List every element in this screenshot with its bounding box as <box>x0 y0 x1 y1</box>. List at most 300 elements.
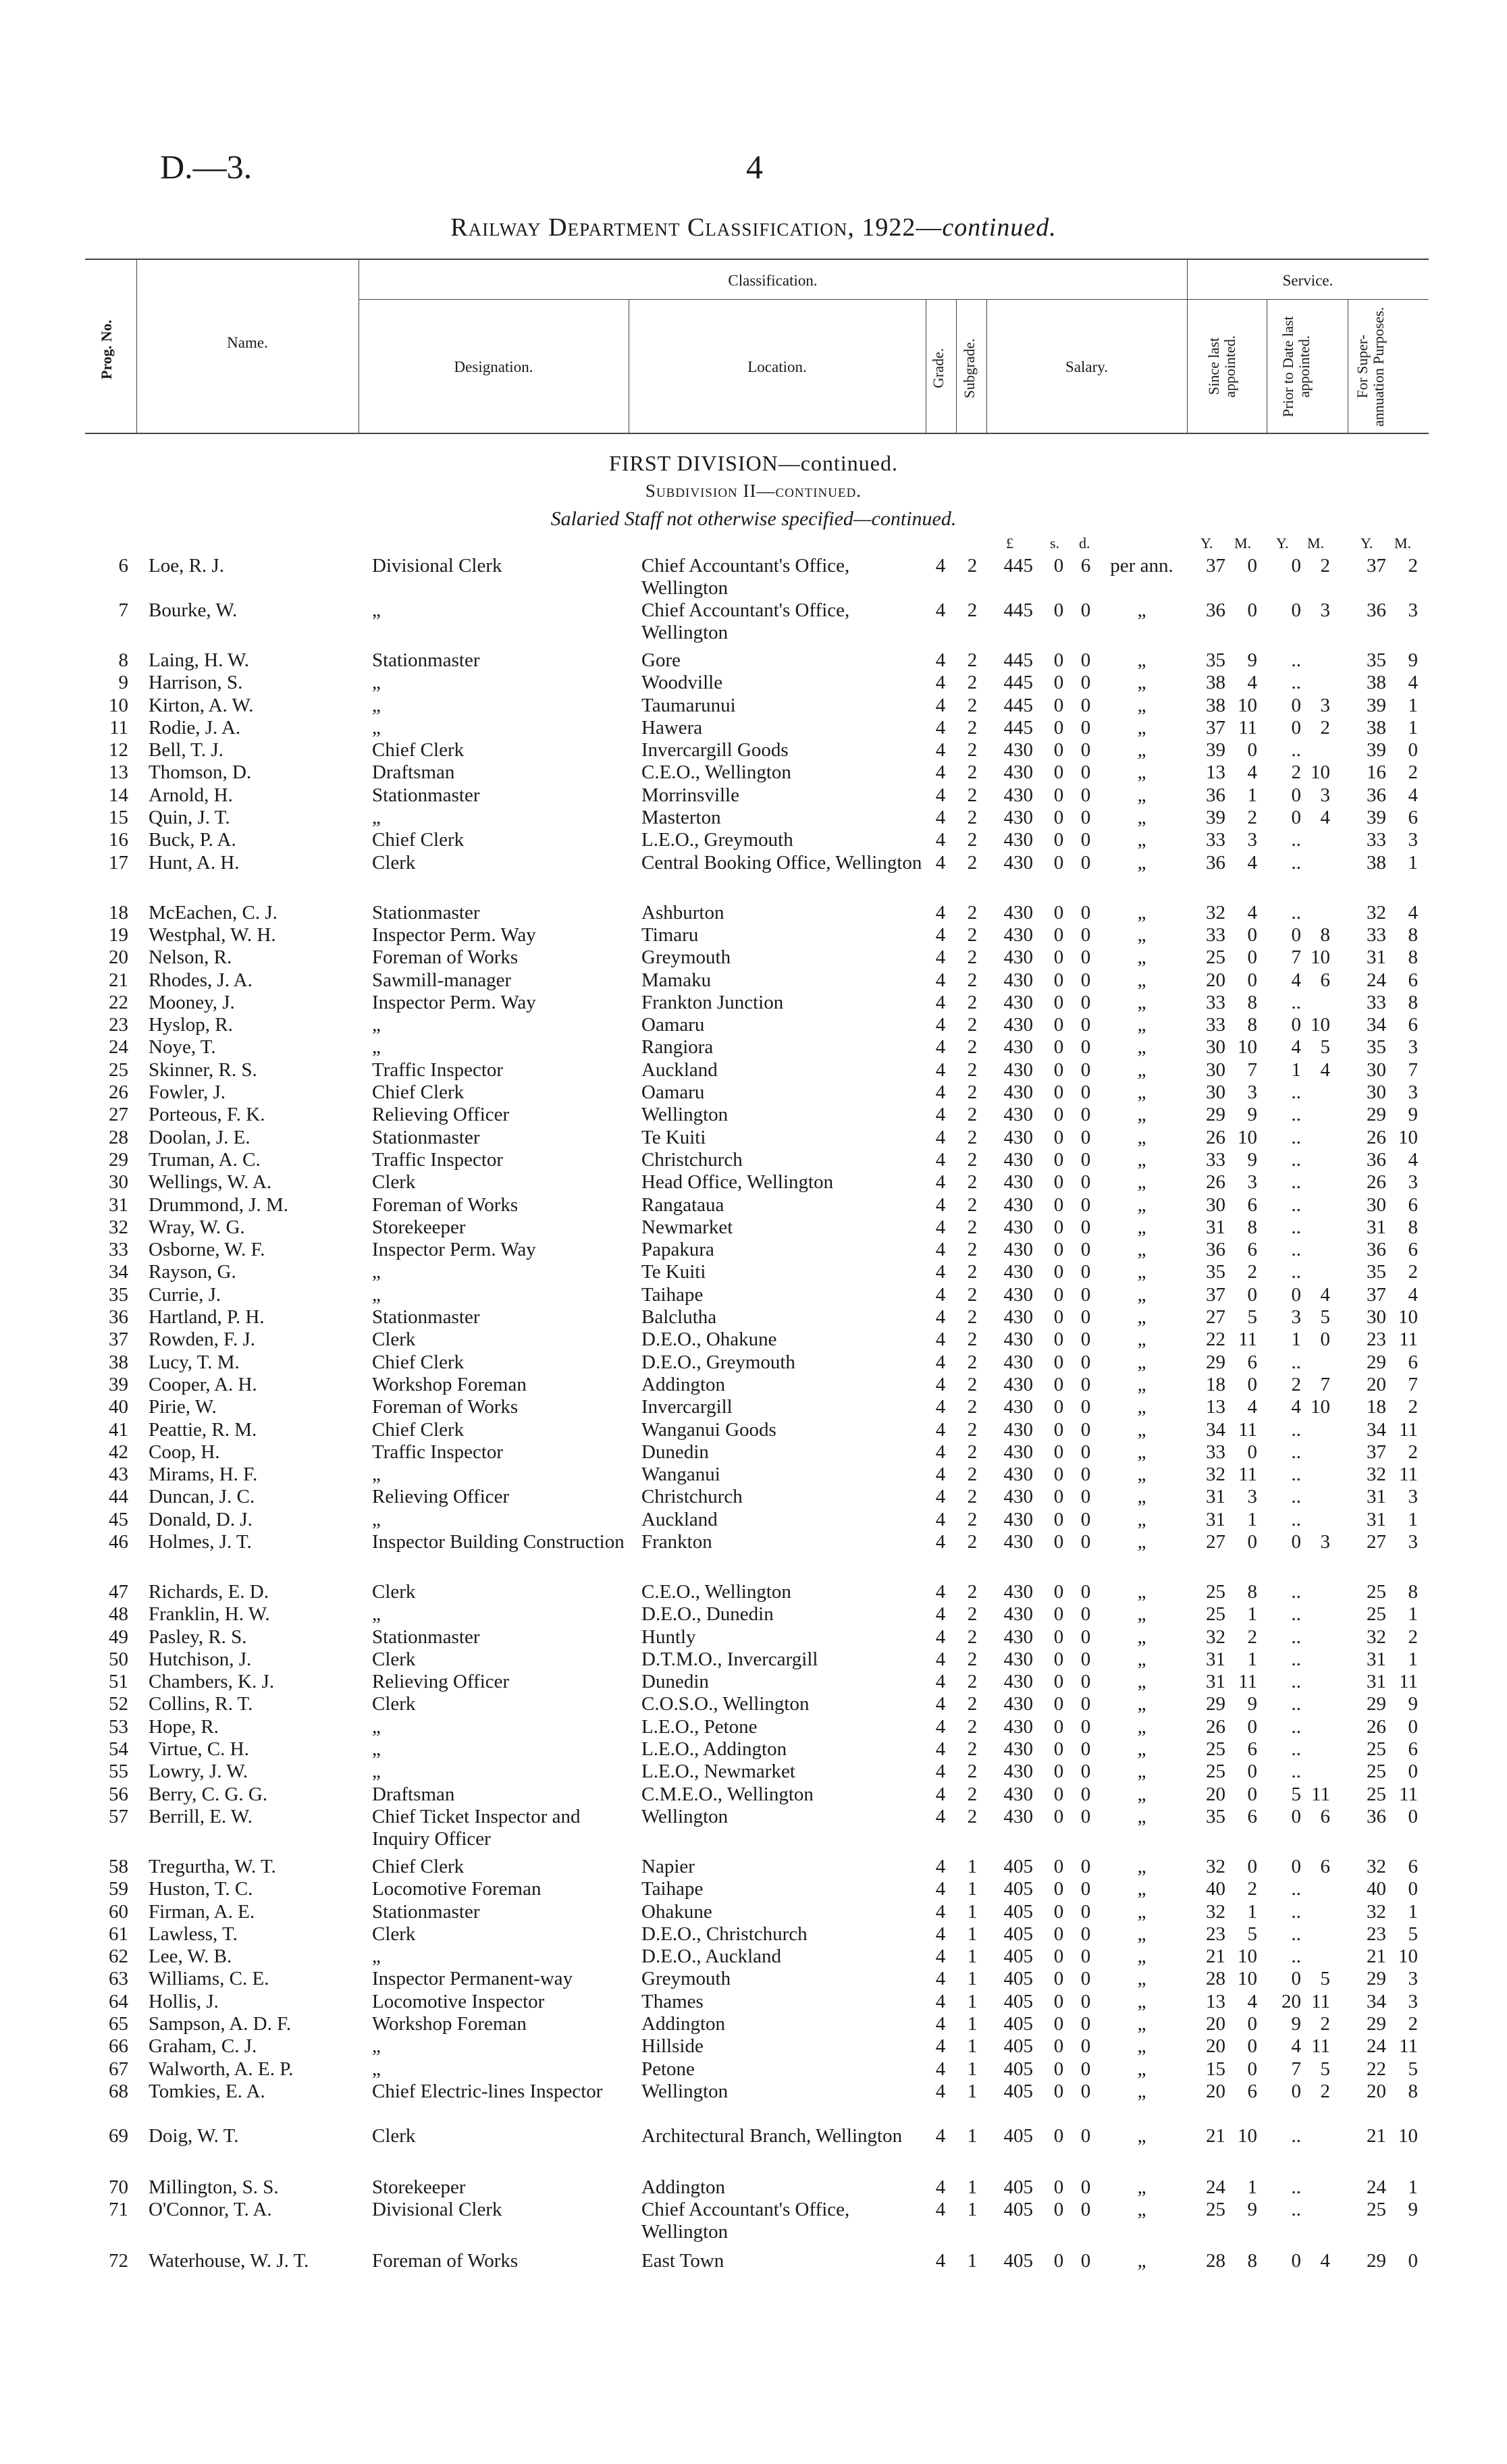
cell-prior-years: .. <box>1291 672 1301 694</box>
cell-subgrade: 2 <box>967 1671 978 1693</box>
cell-salary-pounds: 430 <box>1003 1761 1033 1783</box>
cell-prog-no: 20 <box>109 946 128 969</box>
cell-salary-pounds: 430 <box>1003 1580 1033 1603</box>
cell-location: Head Office, Wellington <box>641 1171 834 1194</box>
cell-prog-no: 15 <box>109 807 128 829</box>
cell-salary-shillings: 0 <box>1053 2080 1064 2102</box>
cell-name: Williams, C. E. <box>149 1968 269 1990</box>
cell-since-last-years: 18 <box>1206 1373 1225 1395</box>
cell-grade: 4 <box>935 1968 946 1990</box>
cell-salary-shillings: 0 <box>1053 1508 1064 1530</box>
cell-subgrade: 2 <box>967 1216 978 1238</box>
cell-designation: Clerk <box>372 851 416 874</box>
cell-since-last-years: 25 <box>1206 1738 1225 1761</box>
cell-salary-pounds: 430 <box>1003 1351 1033 1373</box>
cell-name: Rowden, F. J. <box>149 1329 255 1351</box>
cell-name: Cooper, A. H. <box>149 1373 257 1395</box>
cell-salary-shillings: 0 <box>1053 1104 1064 1126</box>
cell-salary-shillings: 0 <box>1053 1418 1064 1441</box>
cell-name: Duncan, J. C. <box>149 1486 255 1508</box>
cell-prog-no: 19 <box>109 923 128 946</box>
cell-subgrade: 2 <box>967 1715 978 1738</box>
cell-prior-years: .. <box>1291 1715 1301 1738</box>
cell-super-months: 3 <box>1408 1171 1418 1194</box>
cell-name: Doig, W. T. <box>149 2124 239 2147</box>
cell-super-years: 32 <box>1367 1900 1386 1923</box>
cell-salary-period: „ <box>1137 1329 1146 1351</box>
cell-salary-shillings: 0 <box>1053 2250 1064 2272</box>
cell-location: Dunedin <box>641 1671 709 1693</box>
cell-prior-years: .. <box>1291 1626 1301 1648</box>
cell-since-last-months: 9 <box>1247 2199 1257 2221</box>
cell-salary-pence: 0 <box>1080 1923 1091 1945</box>
cell-salary-period: „ <box>1137 1486 1146 1508</box>
cell-since-last-months: 4 <box>1247 672 1257 694</box>
cell-super-months: 9 <box>1408 2199 1418 2221</box>
cell-location: Auckland <box>641 1059 718 1081</box>
cell-super-months: 1 <box>1408 851 1418 874</box>
cell-prior-years: 0 <box>1291 784 1301 806</box>
cell-grade: 4 <box>935 2176 946 2198</box>
cell-location: C.O.S.O., Wellington <box>641 1693 810 1715</box>
cell-grade: 4 <box>935 1626 946 1648</box>
cell-name: Bourke, W. <box>149 599 238 621</box>
cell-prior-years: .. <box>1291 1923 1301 1945</box>
cell-grade: 4 <box>935 1530 946 1553</box>
cell-super-months: 6 <box>1408 1239 1418 1261</box>
cell-since-last-months: 0 <box>1247 969 1257 991</box>
cell-subgrade: 2 <box>967 784 978 806</box>
cell-since-last-months: 0 <box>1247 739 1257 761</box>
cell-since-last-months: 1 <box>1247 1648 1257 1670</box>
cell-salary-pounds: 405 <box>1003 2176 1033 2198</box>
cell-name: Wray, W. G. <box>149 1216 245 1238</box>
cell-salary-period: „ <box>1137 1900 1146 1923</box>
cell-salary-shillings: 0 <box>1053 1014 1064 1036</box>
cell-salary-pence: 0 <box>1080 1761 1091 1783</box>
table-row <box>0 2250 1507 2272</box>
cell-designation: Draftsman <box>372 761 455 784</box>
cell-salary-period: „ <box>1137 1855 1146 1877</box>
cell-subgrade: 2 <box>967 1194 978 1216</box>
cell-prog-no: 71 <box>109 2199 128 2221</box>
table-row <box>0 695 1507 717</box>
cell-since-last-years: 33 <box>1206 1014 1225 1036</box>
cell-prior-years: 0 <box>1291 1530 1301 1553</box>
cell-prior-years: .. <box>1291 1441 1301 1463</box>
cell-salary-pounds: 430 <box>1003 1171 1033 1194</box>
cell-salary-pounds: 445 <box>1003 694 1033 716</box>
cell-prior-months: 2 <box>1320 555 1330 577</box>
cell-super-years: 22 <box>1367 2058 1386 2080</box>
cell-salary-pounds: 430 <box>1003 1693 1033 1715</box>
cell-designation: Storekeeper <box>372 1216 466 1238</box>
cell-salary-shillings: 0 <box>1053 1081 1064 1104</box>
cell-salary-pence: 0 <box>1080 1738 1091 1761</box>
table-row <box>0 2013 1507 2035</box>
table-row <box>0 1946 1507 1968</box>
cell-subgrade: 2 <box>967 1738 978 1761</box>
cell-prog-no: 72 <box>109 2250 128 2272</box>
cell-prior-years: .. <box>1291 1261 1301 1283</box>
cell-since-last-years: 36 <box>1206 1239 1225 1261</box>
cell-salary-pounds: 405 <box>1003 2013 1033 2035</box>
cell-designation: Stationmaster <box>372 784 480 806</box>
cell-since-last-months: 1 <box>1247 1508 1257 1530</box>
cell-super-months: 4 <box>1408 672 1418 694</box>
cell-salary-pounds: 430 <box>1003 1194 1033 1216</box>
cell-salary-pence: 0 <box>1080 1283 1091 1306</box>
cell-super-years: 34 <box>1367 1990 1386 2012</box>
cell-super-years: 18 <box>1367 1396 1386 1418</box>
cell-name: Quin, J. T. <box>149 807 230 829</box>
cell-salary-period: „ <box>1137 1306 1146 1329</box>
cell-grade: 4 <box>935 946 946 969</box>
cell-grade: 4 <box>935 1216 946 1238</box>
cell-salary-pence: 0 <box>1080 1946 1091 1968</box>
cell-location: Taihape <box>641 1878 704 1900</box>
cell-salary-shillings: 0 <box>1053 1396 1064 1418</box>
cell-salary-shillings: 0 <box>1053 1194 1064 1216</box>
cell-location: Wanganui Goods <box>641 1418 776 1441</box>
cell-super-months: 6 <box>1408 1855 1418 1877</box>
cell-location: Rangiora <box>641 1036 714 1059</box>
cell-salary-period: „ <box>1137 1715 1146 1738</box>
cell-salary-pounds: 430 <box>1003 1805 1033 1827</box>
cell-name: Coop, H. <box>149 1441 220 1463</box>
cell-super-months: 4 <box>1408 901 1418 923</box>
cell-prog-no: 33 <box>109 1239 128 1261</box>
cell-since-last-months: 1 <box>1247 1603 1257 1626</box>
cell-since-last-months: 11 <box>1238 1671 1257 1693</box>
cell-salary-pounds: 405 <box>1003 2250 1033 2272</box>
cell-location: Morrinsville <box>641 784 739 806</box>
cell-salary-pence: 0 <box>1080 1351 1091 1373</box>
cell-name: Sampson, A. D. F. <box>149 2013 292 2035</box>
cell-designation: Chief Clerk <box>372 1418 465 1441</box>
cell-super-years: 25 <box>1367 2199 1386 2221</box>
cell-salary-shillings: 0 <box>1053 1059 1064 1081</box>
cell-designation: Divisional Clerk <box>372 2199 502 2221</box>
cell-location: Taihape <box>641 1283 704 1306</box>
cell-super-years: 35 <box>1367 649 1386 671</box>
cell-prior-months: 10 <box>1311 761 1330 784</box>
cell-prior-years: 0 <box>1291 1014 1301 1036</box>
cell-subgrade: 2 <box>967 1805 978 1827</box>
cell-salary-shillings: 0 <box>1053 1923 1064 1945</box>
cell-prior-years: .. <box>1291 1508 1301 1530</box>
cell-since-last-months: 9 <box>1247 1104 1257 1126</box>
cell-prior-years: 9 <box>1291 2013 1301 2035</box>
table-row <box>0 1856 1507 1878</box>
cell-name: Rayson, G. <box>149 1261 236 1283</box>
cell-since-last-months: 0 <box>1247 1715 1257 1738</box>
cell-salary-period: „ <box>1137 1014 1146 1036</box>
cell-prog-no: 22 <box>109 991 128 1013</box>
cell-since-last-years: 25 <box>1206 1761 1225 1783</box>
cell-salary-pounds: 430 <box>1003 829 1033 851</box>
cell-grade: 4 <box>935 1783 946 1805</box>
cell-salary-period: „ <box>1137 829 1146 851</box>
cell-grade: 4 <box>935 1946 946 1968</box>
cell-location: Oamaru <box>641 1081 705 1104</box>
cell-since-last-years: 13 <box>1206 761 1225 784</box>
cell-super-years: 33 <box>1367 991 1386 1013</box>
cell-salary-shillings: 0 <box>1053 1580 1064 1603</box>
cell-grade: 4 <box>935 784 946 806</box>
cell-salary-shillings: 0 <box>1053 1671 1064 1693</box>
cell-name: Currie, J. <box>149 1283 221 1306</box>
cell-prior-years: 5 <box>1291 1783 1301 1805</box>
cell-salary-pounds: 430 <box>1003 851 1033 874</box>
cell-salary-shillings: 0 <box>1053 1530 1064 1553</box>
cell-salary-shillings: 0 <box>1053 1946 1064 1968</box>
cell-super-months: 8 <box>1408 1216 1418 1238</box>
cell-since-last-months: 0 <box>1247 1783 1257 1805</box>
cell-since-last-months: 0 <box>1247 946 1257 969</box>
cell-salary-shillings: 0 <box>1053 716 1064 739</box>
cell-since-last-years: 36 <box>1206 851 1225 874</box>
cell-salary-pence: 0 <box>1080 1036 1091 1059</box>
cell-location: Central Booking Office, Wellington <box>641 851 922 874</box>
cell-super-months: 2 <box>1408 1441 1418 1463</box>
cell-salary-period: „ <box>1137 1990 1146 2012</box>
cell-name: Hartland, P. H. <box>149 1306 265 1329</box>
cell-salary-pence: 0 <box>1080 1418 1091 1441</box>
cell-grade: 4 <box>935 2058 946 2080</box>
cell-salary-pounds: 430 <box>1003 807 1033 829</box>
cell-salary-period: „ <box>1137 1441 1146 1463</box>
cell-grade: 4 <box>935 1261 946 1283</box>
cell-salary-period: „ <box>1137 1530 1146 1553</box>
table-row <box>0 1104 1507 1126</box>
cell-grade: 4 <box>935 1283 946 1306</box>
cell-prior-months: 10 <box>1311 946 1330 969</box>
cell-designation: Relieving Officer <box>372 1671 510 1693</box>
cell-super-years: 37 <box>1367 1283 1386 1306</box>
cell-super-months: 6 <box>1408 1351 1418 1373</box>
table-row <box>0 1014 1507 1036</box>
cell-designation: Chief Clerk <box>372 739 465 761</box>
cell-grade: 4 <box>935 1148 946 1171</box>
cell-salary-pence: 0 <box>1080 923 1091 946</box>
cell-location: Timaru <box>641 923 699 946</box>
cell-grade: 4 <box>935 1396 946 1418</box>
header-service: Service. <box>1282 272 1333 289</box>
cell-since-last-years: 34 <box>1206 1418 1225 1441</box>
cell-super-months: 9 <box>1408 1104 1418 1126</box>
cell-prior-years: .. <box>1291 1693 1301 1715</box>
cell-subgrade: 2 <box>967 716 978 739</box>
cell-since-last-years: 30 <box>1206 1036 1225 1059</box>
cell-prior-years: 0 <box>1291 599 1301 621</box>
cell-prior-years: 2 <box>1291 761 1301 784</box>
cell-subgrade: 1 <box>967 2058 978 2080</box>
table-row <box>0 1878 1507 1900</box>
cell-name: Loe, R. J. <box>149 555 224 577</box>
cell-prog-no: 41 <box>109 1418 128 1441</box>
cell-salary-shillings: 0 <box>1053 1036 1064 1059</box>
cell-super-years: 36 <box>1367 1148 1386 1171</box>
cell-since-last-months: 10 <box>1238 1946 1257 1968</box>
cell-salary-pence: 0 <box>1080 1486 1091 1508</box>
cell-super-years: 20 <box>1367 1373 1386 1395</box>
cell-prog-no: 61 <box>109 1923 128 1945</box>
cell-salary-pounds: 430 <box>1003 1464 1033 1486</box>
cell-salary-pence: 0 <box>1080 1194 1091 1216</box>
cell-grade: 4 <box>935 923 946 946</box>
cell-super-months: 8 <box>1408 946 1418 969</box>
cell-prog-no: 50 <box>109 1648 128 1670</box>
cell-grade: 4 <box>935 1878 946 1900</box>
cell-super-months: 11 <box>1399 1464 1418 1486</box>
cell-super-years: 36 <box>1367 599 1386 621</box>
title-suffix: continued. <box>942 213 1057 242</box>
cell-prog-no: 12 <box>109 739 128 761</box>
cell-prior-years: 20 <box>1281 1990 1301 2012</box>
cell-subgrade: 1 <box>967 1855 978 1877</box>
cell-prog-no: 27 <box>109 1104 128 1126</box>
cell-salary-pence: 0 <box>1080 2124 1091 2147</box>
cell-location: Chief Accountant's Office, Wellington <box>641 599 850 643</box>
cell-salary-shillings: 0 <box>1053 2035 1064 2058</box>
cell-grade: 4 <box>935 599 946 621</box>
cell-prior-years: 0 <box>1291 555 1301 577</box>
cell-super-months: 11 <box>1399 2035 1418 2058</box>
cell-salary-period: „ <box>1137 1239 1146 1261</box>
cell-location: Hillside <box>641 2035 704 2058</box>
cell-super-years: 24 <box>1367 969 1386 991</box>
cell-grade: 4 <box>935 851 946 874</box>
cell-salary-pounds: 430 <box>1003 1126 1033 1148</box>
cell-salary-shillings: 0 <box>1053 2058 1064 2080</box>
cell-designation: Chief Clerk <box>372 1081 465 1104</box>
cell-super-months: 9 <box>1408 1693 1418 1715</box>
cell-subgrade: 1 <box>967 1923 978 1945</box>
cell-salary-period: „ <box>1137 2199 1146 2221</box>
cell-name: Laing, H. W. <box>149 649 250 671</box>
table-row <box>0 1626 1507 1649</box>
cell-prog-no: 45 <box>109 1508 128 1530</box>
cell-prog-no: 13 <box>109 761 128 784</box>
cell-subgrade: 2 <box>967 1486 978 1508</box>
cell-since-last-months: 6 <box>1247 1738 1257 1761</box>
cell-prior-months: 2 <box>1320 2080 1330 2102</box>
cell-super-months: 2 <box>1408 1396 1418 1418</box>
cell-subgrade: 2 <box>967 969 978 991</box>
table-header <box>85 259 1429 435</box>
cell-salary-shillings: 0 <box>1053 1216 1064 1238</box>
cell-prog-no: 63 <box>109 1968 128 1990</box>
cell-since-last-years: 30 <box>1206 1081 1225 1104</box>
cell-since-last-months: 0 <box>1247 1283 1257 1306</box>
cell-designation: Workshop Foreman <box>372 2013 527 2035</box>
cell-subgrade: 2 <box>967 1351 978 1373</box>
cell-subgrade: 2 <box>967 739 978 761</box>
cell-prog-no: 10 <box>109 694 128 716</box>
cell-salary-pounds: 430 <box>1003 1081 1033 1104</box>
cell-salary-pence: 0 <box>1080 1693 1091 1715</box>
cell-prior-months: 4 <box>1320 2250 1330 2272</box>
cell-super-months: 4 <box>1408 784 1418 806</box>
cell-since-last-years: 29 <box>1206 1693 1225 1715</box>
cell-prior-years: .. <box>1291 829 1301 851</box>
cell-prior-months: 10 <box>1311 1014 1330 1036</box>
cell-salary-shillings: 0 <box>1053 739 1064 761</box>
cell-designation: Clerk <box>372 1693 416 1715</box>
cell-prog-no: 57 <box>109 1805 128 1827</box>
table-row <box>0 902 1507 924</box>
cell-super-years: 29 <box>1367 1693 1386 1715</box>
cell-grade: 4 <box>935 1671 946 1693</box>
cell-prior-years: 0 <box>1291 2250 1301 2272</box>
cell-super-months: 0 <box>1408 739 1418 761</box>
cell-salary-pounds: 430 <box>1003 1626 1033 1648</box>
cell-salary-pence: 0 <box>1080 716 1091 739</box>
cell-salary-pence: 0 <box>1080 1715 1091 1738</box>
cell-salary-shillings: 0 <box>1053 2124 1064 2147</box>
cell-since-last-months: 10 <box>1238 1968 1257 1990</box>
cell-prior-months: 5 <box>1320 1968 1330 1990</box>
cell-salary-pence: 0 <box>1080 694 1091 716</box>
cell-salary-period: „ <box>1137 1081 1146 1104</box>
cell-subgrade: 2 <box>967 761 978 784</box>
cell-subgrade: 2 <box>967 1329 978 1351</box>
cell-since-last-months: 8 <box>1247 1014 1257 1036</box>
cell-designation: Clerk <box>372 1171 416 1194</box>
cell-salary-period: per ann. <box>1110 555 1173 577</box>
cell-grade: 4 <box>935 1036 946 1059</box>
cell-since-last-months: 8 <box>1247 1216 1257 1238</box>
cell-grade: 4 <box>935 969 946 991</box>
cell-grade: 4 <box>935 2013 946 2035</box>
cell-since-last-months: 4 <box>1247 1990 1257 2012</box>
cell-salary-shillings: 0 <box>1053 1306 1064 1329</box>
cell-since-last-months: 0 <box>1247 555 1257 577</box>
cell-prog-no: 54 <box>109 1738 128 1761</box>
cell-prog-no: 11 <box>109 716 128 739</box>
cell-super-months: 5 <box>1408 1923 1418 1945</box>
cell-salary-pounds: 430 <box>1003 1648 1033 1670</box>
cell-salary-pounds: 430 <box>1003 1283 1033 1306</box>
cell-name: Walworth, A. E. P. <box>149 2058 294 2080</box>
cell-super-months: 10 <box>1398 1126 1418 1148</box>
cell-since-last-months: 0 <box>1247 599 1257 621</box>
cell-salary-pounds: 445 <box>1003 649 1033 671</box>
cell-grade: 4 <box>935 1441 946 1463</box>
cell-salary-period: „ <box>1137 2250 1146 2272</box>
cell-name: Thomson, D. <box>149 761 252 784</box>
cell-subgrade: 1 <box>967 2199 978 2221</box>
cell-prior-years: .. <box>1291 649 1301 671</box>
cell-super-years: 29 <box>1367 1104 1386 1126</box>
cell-salary-pence: 0 <box>1080 1329 1091 1351</box>
cell-super-months: 8 <box>1408 923 1418 946</box>
table-row <box>0 1306 1507 1329</box>
cell-name: Berry, C. G. G. <box>149 1783 268 1805</box>
cell-location: Christchurch <box>641 1486 743 1508</box>
cell-salary-period: „ <box>1137 649 1146 671</box>
cell-salary-pence: 0 <box>1080 1171 1091 1194</box>
cell-salary-shillings: 0 <box>1053 1693 1064 1715</box>
cell-designation: Chief Clerk <box>372 829 465 851</box>
cell-salary-shillings: 0 <box>1053 1968 1064 1990</box>
cell-salary-pence: 0 <box>1080 1239 1091 1261</box>
cell-name: Graham, C. J. <box>149 2035 257 2058</box>
cell-salary-period: „ <box>1137 946 1146 969</box>
cell-location: Greymouth <box>641 1968 731 1990</box>
cell-super-months: 11 <box>1399 1671 1418 1693</box>
